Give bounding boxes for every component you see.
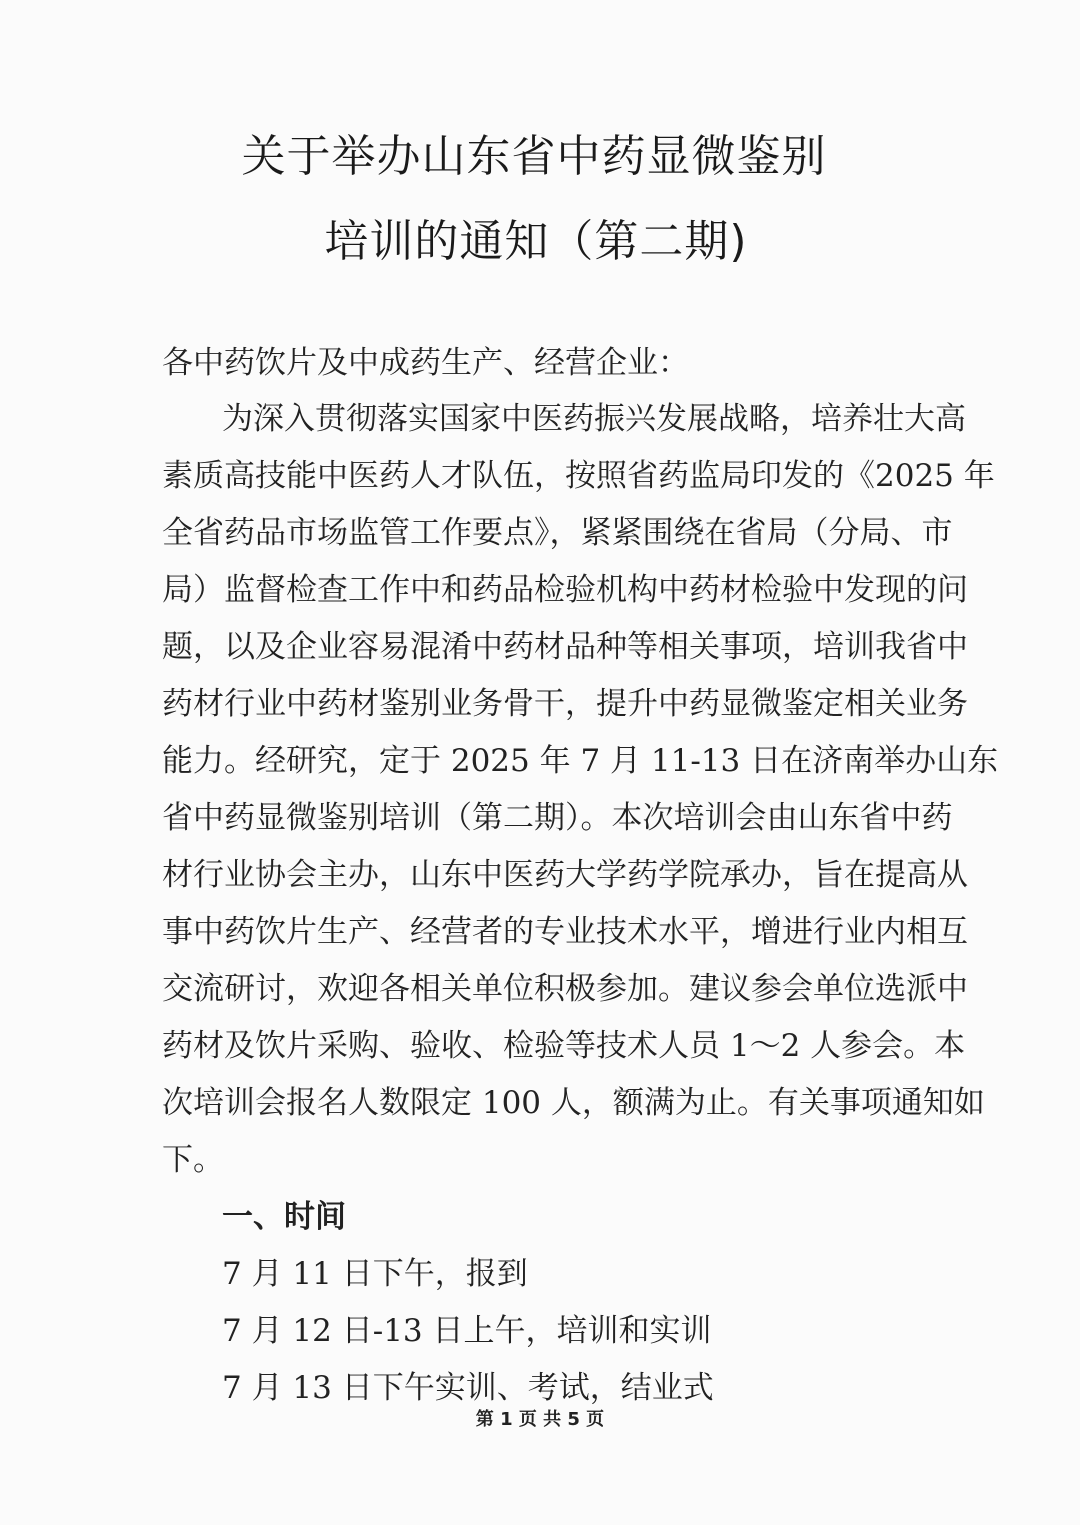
body-line: 药材及饮片采购、验收、检验等技术人员 1～2 人参会。本 [162, 1028, 966, 1064]
schedule-item: 7 月 13 日下午实训、考试，结业式 [222, 1370, 714, 1406]
body-line: 材行业协会主办，山东中医药大学药学院承办，旨在提高从 [162, 857, 968, 893]
body-line: 能力。经研究，定于 2025 年 7 月 11-13 日在济南举办山东 [162, 743, 999, 779]
page-number-footer: 第 1 页 共 5 页 [475, 1409, 605, 1430]
body-line: 事中药饮片生产、经营者的专业技术水平，增进行业内相互 [162, 914, 968, 950]
body-line: 省中药显微鉴别培训（第二期）。本次培训会由山东省中药 [162, 800, 953, 836]
body-line: 交流研讨，欢迎各相关单位积极参加。建议参会单位选派中 [162, 971, 968, 1007]
body-line: 下。 [162, 1142, 224, 1178]
document-title-line-2: 培训的通知（第二期) [324, 216, 748, 267]
body-line: 药材行业中药材鉴别业务骨干，提升中药显微鉴定相关业务 [162, 686, 968, 722]
body-line: 题，以及企业容易混淆中药材品种等相关事项，培训我省中 [162, 629, 968, 665]
schedule-item: 7 月 11 日下午，报到 [222, 1256, 528, 1292]
body-line: 次培训会报名人数限定 100 人，额满为止。有关事项通知如 [162, 1085, 985, 1121]
section-heading: 一、时间 [222, 1199, 346, 1235]
schedule-item: 7 月 12 日-13 日上午，培训和实训 [222, 1313, 712, 1349]
salutation: 各中药饮片及中成药生产、经营企业： [162, 345, 689, 381]
body-line: 素质高技能中医药人才队伍，按照省药监局印发的《2025 年 [162, 458, 995, 494]
document-title-line-1: 关于举办山东省中药显微鉴别 [241, 131, 827, 182]
body-line: 为深入贯彻落实国家中医药振兴发展战略，培养壮大高 [222, 401, 966, 437]
body-line: 全省药品市场监管工作要点》，紧紧围绕在省局（分局、市 [162, 515, 953, 551]
body-line: 局）监督检查工作中和药品检验机构中药材检验中发现的问 [162, 572, 968, 608]
